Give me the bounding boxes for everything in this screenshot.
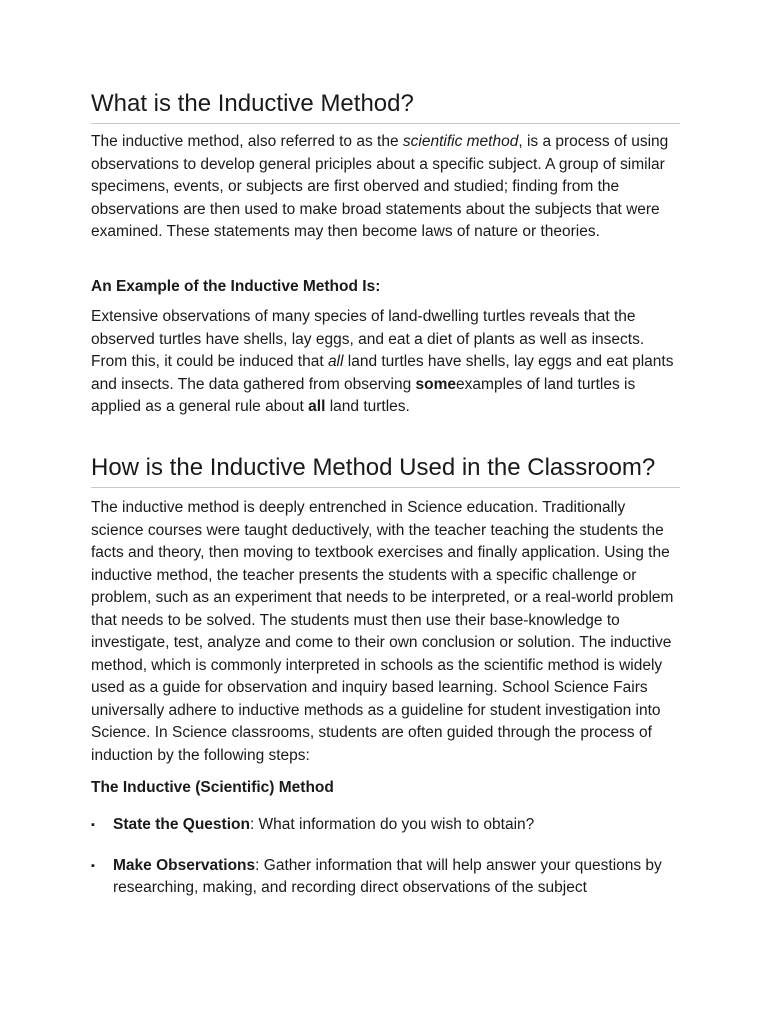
list-item (91, 814, 676, 837)
example-italic-all: all (327, 353, 344, 370)
square-bullet-icon: ▪ (91, 859, 95, 872)
example-text-a: Extensive observations of many species of land-dwelling turtles reveals that the observed turtles have shells, lay eggs, and eat a diet of plants as well as insects. From this, it could be induced that (91, 308, 645, 370)
example-text-d: land turtles. (325, 398, 410, 415)
classroom-paragraph: The inductive method is deeply entrenched in Science education. Traditionally science courses were taught deductively, with the teacher teaching the students the facts and theory, then moving to textbook exercises and finally application. Using the inductive method, the teacher presents the students with a specific challenge or problem, such as an experiment that needs to be interpreted, or a real-world problem that needs to be solved. The students must then use their base-knowledge to investigate, test, analyze and come to their own conclusion or solution. The inductive method, which is commonly interpreted in schools as the scientific method is widely used as a guide for observation and inquiry based learning. School Science Fairs universally adhere to inductive methods as a guideline for student investigation into Science. In Science classrooms, students are often guided through the process of induction by the following steps: (91, 499, 674, 764)
section-heading-inductive-method: What is the Inductive Method? (91, 89, 680, 124)
intro-text-start: The inductive method, also referred to as the (91, 133, 403, 150)
list-item (91, 855, 676, 900)
step-term: State the Question (113, 816, 250, 833)
example-bold-some: some (415, 375, 457, 393)
example-bold-all: all (308, 398, 326, 415)
example-paragraph (91, 306, 676, 419)
intro-paragraph (91, 131, 676, 244)
step-term: Make Observations (113, 856, 256, 874)
step-text: : What information do you wish to obtain? (249, 816, 535, 833)
steps-subheading: The Inductive (Scientific) Method (91, 779, 334, 796)
step-text: : Gather information that will help answer your questions by researching, making, and recording direct observations of the subject (113, 856, 662, 896)
section-heading-classroom: How is the Inductive Method Used in the Classroom? (91, 453, 680, 488)
square-bullet-icon: ▪ (91, 819, 95, 831)
steps-list (91, 814, 676, 918)
example-text-c: examples of land turtles is applied as a general rule about (91, 375, 636, 415)
intro-italic-term: scientific method (402, 133, 519, 150)
example-text-b: land turtles have shells, lay eggs and eat plants and insects. The data gathered from observing (91, 353, 674, 393)
example-subheading: An Example of the Inductive Method Is: (91, 278, 381, 295)
intro-text-end: , is a process of using observations to develop general priciples about a specific subject. A group of similar specimens, events, or subjects are first oberved and studied; finding from the observations are then used to make broad statements about the subjects that were examined. These statements may then become laws of nature or theories. (91, 133, 669, 240)
